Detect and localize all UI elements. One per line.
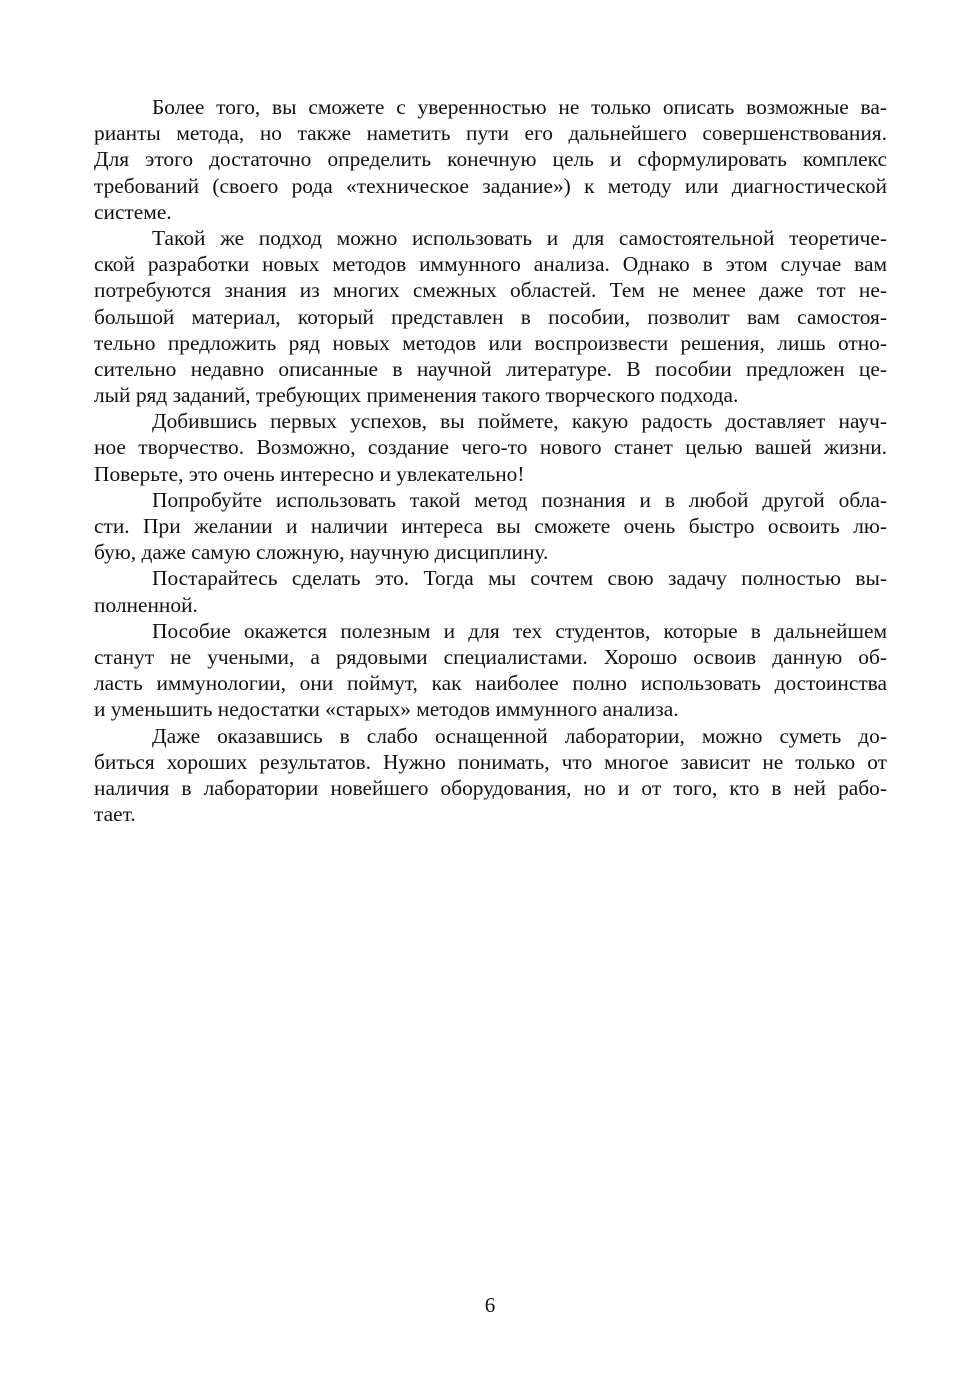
paragraph-5 — [94, 565, 887, 617]
text-line: Поверьте, это очень интересно и увлекательно! — [94, 461, 525, 486]
paragraph-6 — [94, 618, 887, 723]
text-line: Даже оказавшись в слабо оснащенной лаборатории, можно суметь до- — [152, 723, 887, 748]
paragraph-7 — [94, 723, 887, 828]
text-line: ласть иммунологии, они поймут, как наиболее полно использовать достоинства — [94, 671, 887, 696]
text-line: Добившись первых успехов, вы поймете, какую радость доставляет науч- — [152, 409, 887, 434]
body-text — [94, 94, 887, 827]
paragraph-1 — [94, 94, 887, 225]
text-line: и уменьшить недостатки «старых» методов иммунного анализа. — [94, 697, 679, 722]
paragraph-3 — [94, 408, 887, 487]
text-line: требований (своего рода «техническое задание») к методу или диагностической — [94, 173, 887, 198]
text-line: сительно недавно описанные в научной литературе. В пособии предложен це- — [94, 356, 887, 381]
text-line: потребуются знания из многих смежных областей. Тем не менее даже тот не- — [94, 278, 887, 303]
text-line: лый ряд заданий, требующих применения такого творческого подхода. — [94, 383, 739, 408]
text-line: тает. — [94, 802, 136, 827]
paragraph-4 — [94, 487, 887, 566]
text-line: станут не учеными, а рядовыми специалистами. Хорошо освоив данную об- — [94, 644, 887, 669]
text-line: Такой же подход можно использовать и для самостоятельной теоретиче- — [152, 225, 887, 250]
text-line: биться хороших результатов. Нужно понимать, что многое зависит не только от — [94, 749, 887, 774]
text-line: бую, даже самую сложную, научную дисциплину. — [94, 540, 549, 565]
text-line: тельно предложить ряд новых методов или воспроизвести решения, лишь отно- — [94, 330, 887, 355]
page-number: 6 — [484, 1293, 496, 1317]
text-line: рианты метода, но также наметить пути его дальнейшего совершенствования. — [94, 121, 887, 146]
text-line: ное творчество. Возможно, создание чего-то нового станет целью вашей жизни. — [94, 435, 887, 460]
text-line: большой материал, который представлен в пособии, позволит вам самостоя- — [94, 304, 887, 329]
text-line: Попробуйте использовать такой метод познания и в любой другой обла- — [152, 487, 887, 512]
text-line: системе. — [94, 199, 172, 224]
text-line: Пособие окажется полезным и для тех студентов, которые в дальнейшем — [152, 618, 887, 643]
text-line: Для этого достаточно определить конечную цель и сформулировать комплекс — [94, 147, 887, 172]
text-line: Более того, вы сможете с уверенностью не только описать возможные ва- — [152, 95, 887, 119]
text-line: полненной. — [94, 592, 198, 617]
text-line: ской разработки новых методов иммунного анализа. Однако в этом случае вам — [94, 252, 887, 277]
paragraph-2 — [94, 225, 887, 408]
text-line: наличия в лаборатории новейшего оборудования, но и от того, кто в ней рабо- — [94, 775, 887, 800]
text-line: Постарайтесь сделать это. Тогда мы сочтем свою задачу полностью вы- — [152, 566, 887, 591]
text-line: сти. При желании и наличии интереса вы сможете очень быстро освоить лю- — [94, 514, 887, 538]
